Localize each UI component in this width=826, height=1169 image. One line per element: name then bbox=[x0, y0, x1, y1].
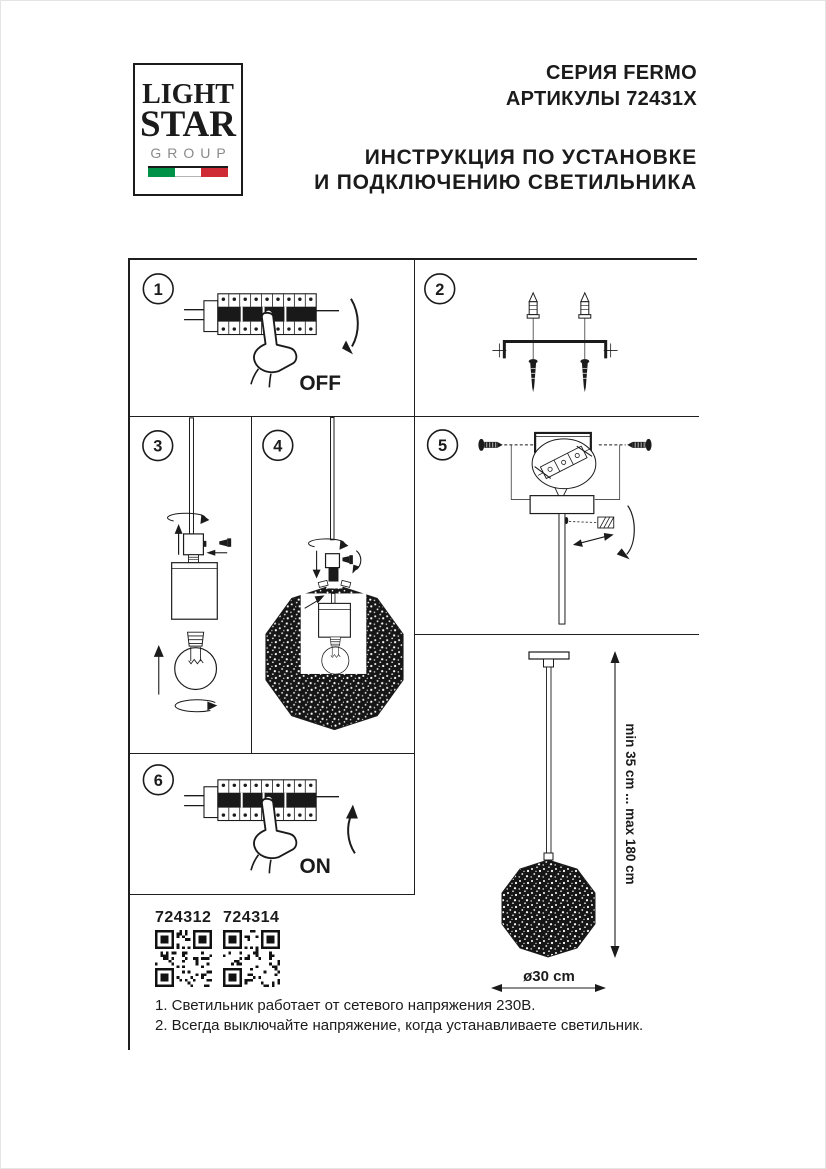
note-line: 2. Всегда выключайте напряжение, когда устанавливаете светильник. bbox=[155, 1017, 644, 1034]
assembled-lamp-illustration bbox=[415, 635, 699, 1052]
circuit-breaker-illustration bbox=[184, 780, 339, 821]
step-1-illustration bbox=[130, 260, 414, 416]
side-screw-icon bbox=[478, 439, 533, 451]
shade-cutaway-illustration bbox=[266, 568, 403, 730]
series-title: СЕРИЯ FERMO bbox=[546, 62, 697, 84]
canopy bbox=[530, 496, 594, 514]
arrow-up-icon bbox=[154, 645, 164, 695]
logo-text-light: LIGHT bbox=[142, 79, 234, 110]
flag-red-segment bbox=[201, 168, 228, 177]
wall-anchor-icon bbox=[579, 293, 591, 318]
lamp-holder bbox=[319, 603, 351, 637]
italian-flag-bar bbox=[148, 166, 228, 177]
step-3-illustration bbox=[130, 417, 251, 753]
instruction-title-line2: И ПОДКЛЮЧЕНИЮ СВЕТИЛЬНИКА bbox=[314, 171, 697, 194]
assembled-lamp-panel bbox=[415, 635, 699, 1052]
step-6-illustration bbox=[130, 754, 414, 894]
step-4-panel bbox=[252, 417, 415, 754]
safety-notes bbox=[155, 996, 695, 1036]
article-code: 724314 bbox=[223, 909, 280, 926]
lightstar-logo bbox=[133, 63, 243, 196]
cord-grip bbox=[329, 568, 339, 582]
off-label: OFF bbox=[299, 372, 342, 396]
logo-text-group: GROUP bbox=[150, 144, 232, 161]
grub-screw-icon bbox=[342, 555, 352, 564]
step-number: 2 bbox=[435, 280, 445, 299]
step-number: 1 bbox=[153, 280, 163, 299]
side-screw-icon bbox=[599, 439, 652, 451]
step-4-illustration bbox=[252, 417, 414, 753]
grub-screw-icon bbox=[219, 538, 231, 546]
arrow-down-icon bbox=[342, 299, 358, 355]
instruction-title-line1: ИНСТРУКЦИЯ ПО УСТАНОВКЕ bbox=[364, 146, 697, 169]
suspension-rod-illustration bbox=[168, 418, 232, 619]
step-number: 5 bbox=[437, 436, 448, 455]
shade-polygon bbox=[502, 860, 595, 957]
terminal-detail-balloon bbox=[532, 439, 596, 501]
light-bulb-icon bbox=[175, 632, 217, 689]
flag-green-segment bbox=[148, 168, 175, 177]
step-number: 3 bbox=[153, 437, 163, 456]
diameter-dimension bbox=[491, 968, 606, 992]
articles-title: АРТИКУЛЫ 72431X bbox=[505, 88, 697, 110]
instruction-diagram bbox=[128, 258, 697, 1050]
arrow-up-icon bbox=[346, 805, 358, 854]
logo-text-star: STAR bbox=[140, 103, 236, 145]
circuit-breaker-illustration bbox=[184, 294, 339, 335]
height-range-label: min 35 cm ... max 180 cm bbox=[623, 723, 638, 885]
step-5-illustration bbox=[415, 417, 699, 634]
rotate-arrow-icon bbox=[175, 700, 217, 712]
step-number: 4 bbox=[273, 437, 283, 456]
pendant-lamp-drawing bbox=[502, 652, 595, 957]
suspension-rod bbox=[547, 667, 552, 853]
step-2-panel bbox=[415, 260, 699, 417]
stem-rod bbox=[559, 514, 565, 624]
diameter-label: ø30 cm bbox=[523, 968, 575, 985]
mounting-bracket-illustration bbox=[492, 293, 617, 392]
screw-icon bbox=[529, 359, 538, 392]
step-6-panel bbox=[130, 754, 415, 895]
note-line: 1. Светильник работает от сетевого напряжения 230В. bbox=[155, 997, 536, 1014]
rod-and-fitting bbox=[309, 418, 361, 579]
ceiling-plate bbox=[529, 652, 569, 659]
step-2-illustration bbox=[415, 260, 699, 416]
height-dimension bbox=[611, 651, 639, 958]
step-3-panel bbox=[130, 417, 252, 754]
wall-anchor-icon bbox=[527, 293, 539, 318]
step-5-panel bbox=[415, 417, 699, 635]
screw-icon bbox=[580, 359, 589, 392]
step-1-panel bbox=[130, 260, 415, 417]
qr-code bbox=[223, 930, 280, 987]
header-titles bbox=[314, 60, 697, 195]
article-code: 724312 bbox=[155, 909, 212, 926]
step-number: 6 bbox=[153, 771, 163, 790]
on-label: ON bbox=[299, 855, 331, 879]
qr-code bbox=[155, 930, 212, 987]
flag-white-segment bbox=[175, 168, 202, 177]
